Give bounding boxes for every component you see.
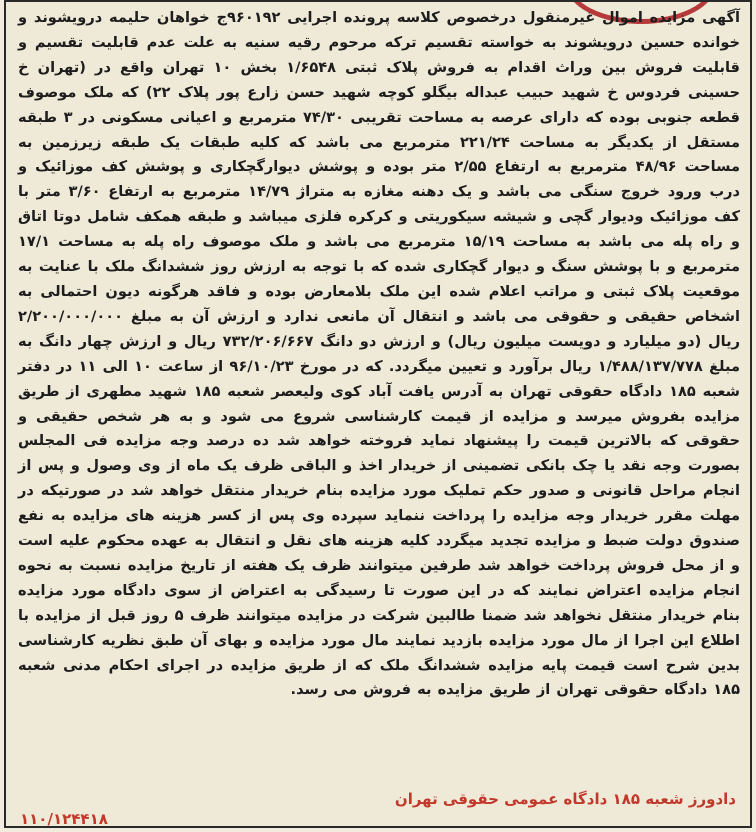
newspaper-clipping xyxy=(4,0,752,828)
notice-signature: دادورز شعبه ۱۸۵ دادگاه عمومی حقوقی تهران xyxy=(394,790,736,808)
notice-body: آگهی مزایده اموال غیرمنقول درخصوص کلاسه پرونده اجرایی ۹۶۰۱۹۲ج خواهان حلیمه درویشوند و خوانده حسین درویشوند به خواسته تقسیم ترکه مرحوم رقیه سنیه به علت عدم قابلیت تقسیم و قابلیت فروش بین وراث اقدام به فروش پلاک ثبتی ۱/۶۵۴۸ بخش ۱۰ تهران واقع در (تهران خ حسینی فردوس خ شهید حبیب عبداله بیگلو کوچه شهید حسن زارع پور پلاک ۲۲) که ملک موصوف قطعه جنوبی بوده که دارای عرصه به مساحت تقریبی ۷۴/۳۰ مترمربع و اعیانی مسکونی در ۳ طبقه مستقل از یکدیگر به مساحت ۲۲۱/۲۴ مترمربع می باشد که کلیه طبقات یک طبقه زیرزمین به مساحت ۴۸/۹۶ مترمربع به ارتفاع ۲/۵۵ متر بوده و پوشش دیوارگچکاری و پوشش کف موزائیک و درب ورود خروج سنگی می باشد و یک دهنه مغازه به متراژ ۱۴/۷۹ مترمربع به ارتفاع ۳/۶۰ متر با کف موزائیک ودیوار گچی و شیشه سیکوریتی و کرکره فلزی میباشد و طبقه همکف شامل دوتا اتاق و راه پله می باشد به مساحت ۱۵/۱۹ مترمربع می باشد و ملک موصوف راه پله به مساحت ۱۷/۱ مترمربع و با پوشش سنگ و دیوار گچکاری شده که با توجه به ارزش روز ششدانگ ملک با عنایت به موقعیت پلاک ثبتی و مراتب اعلام شده این ملک بلامعارض بوده و فاقد هرگونه دیون احتمالی به اشخاص حقیقی و حقوقی می باشد و انتقال آن مانعی ندارد و ارزش آن به مبلغ ۲/۲۰۰/۰۰۰/۰۰۰ ریال (دو میلیارد و دویست میلیون ریال) و ارزش دو دانگ ۷۳۲/۲۰۶/۶۶۷ ریال و ارزش چهار دانگ به مبلغ ۱/۴۸۸/۱۳۷/۷۷۸ ریال برآورد و تعیین میگردد. که در مورخ ۹۶/۱۰/۲۳ از ساعت ۱۰ الی ۱۱ در دفتر شعبه ۱۸۵ دادگاه حقوقی تهران به آدرس یافت آباد کوی ولیعصر شعبه ۱۸۵ شهید مطهری از طریق مزایده بفروش میرسد و مزایده از قیمت کارشناسی شروع می شود و به هر شخص حقیقی و حقوقی که بالاترین قیمت را پیشنهاد نماید فروخته خواهد شد ده درصد وجه مزایده فی المجلس بصورت وجه نقد یا چک بانکی تضمینی از خریدار اخذ و الباقی ظرف یک ماه از وی وصول و پس از انجام مراحل قانونی و صدور حکم تملیک مورد مزایده بنام خریدار منتقل خواهد شد در صورتیکه در مهلت مقرر خریدار وجه مزایده را پرداخت ننماید سپرده وی پس از کسر هزینه های مزایده به نفع صندوق دولت ضبط و مزایده تجدید میگردد کلیه هزینه های نقل و انتقال به عهده محکوم علیه است و از محل فروش پرداخت خواهد شد طرفین میتوانند ظرف یک هفته از تاریخ مزایده نسبت به نحوه انجام مزایده اعتراض نمایند که در این صورت تا رسیدگی به اعتراض از سوی دادگاه مورد مزایده بنام خریدار منتقل نخواهد شد ضمنا طالبین شرکت در مزایده میتوانند ظرف ۵ روز قبل از مزایده با اطلاع این اجرا از مال مورد مزایده بازدید نمایند مال مورد مزایده و بهای آن طبق نظریه کارشناسی بدین شرح است قیمت پایه مزایده ششدانگ ملک که از طریق مزایده در اجرای احکام مدنی شعبه ۱۸۵ دادگاه حقوقی تهران از طریق مزایده به فروش می رسد. xyxy=(18,9,741,699)
notice-code: ۱۱۰/۱۲۴۴۱۸ xyxy=(20,810,108,828)
notice-footer xyxy=(20,789,736,828)
